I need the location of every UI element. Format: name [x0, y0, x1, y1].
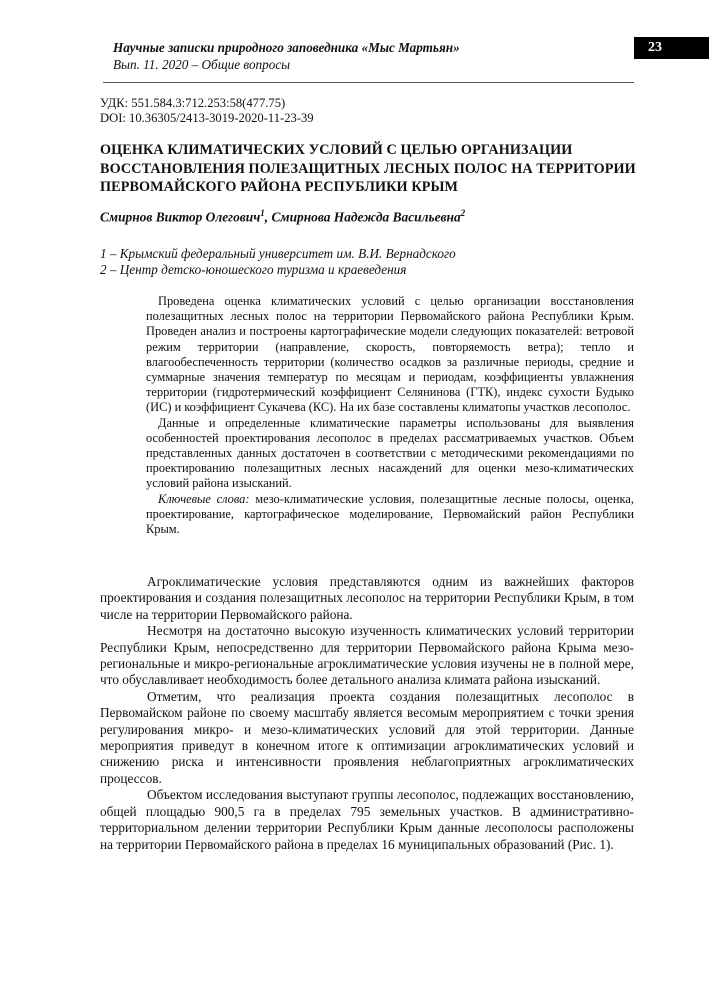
- header-divider: [103, 82, 634, 83]
- body-paragraph: Несмотря на достаточно высокую изученность климатических условий территории Республики Крым, непосредственно для территории Первомайского района Крыма мезо-региональные и микро-региональные агроклиматические условия изучены не в полной мере, что обуславливает необходимость более детального анализа климата района изысканий.: [100, 623, 634, 688]
- affiliation: 2 – Центр детско-юношеского туризма и краеведения: [100, 262, 407, 277]
- abstract-paragraph: Проведена оценка климатических условий с целью организации восстановления полезащитных лесных полос на территории Первомайского района Республики Крым. Проведен анализ и построены картографические модели следующих показателей: ветровой режим территории (направление, скорость, повторяемость ветра); тепло и влагообеспеченность территории (количество осадков за различные периоды, средние и суммарные значения температур по месяцам и периодам, коэффициенты увлажнения территории (гидротермический коэффициент Селянинова (ГТК), индекс сухости Будыко (ИС) и коэффициент Сукачева (КС). На их базе составлены климатопы участков лесополос.: [146, 294, 634, 415]
- body-paragraph: Объектом исследования выступают группы лесополос, подлежащих восстановлению, общей площадью 900,5 га в пределах 795 земельных участков. В административно-территориальном делении территории Республики Крым данные лесополосы расположены на территории Первомайского района в пределах 16 муниципальных образований (Рис. 1).: [100, 787, 634, 852]
- author-affiliation-marker: 2: [460, 208, 466, 218]
- abstract-paragraph: Данные и определенные климатические параметры использованы для выявления особенностей проектирования лесополос в пределах рассматриваемых участков. Объем представленных данных достаточен в соответствии с методическими рекомендациями по проектированию полезащитных лесных насаждений для оценки мезо-климатических условий района изысканий.: [146, 415, 634, 491]
- body-paragraph: Агроклиматические условия представляются одним из важнейших факторов проектирования и создания полезащитных лесополос на территории Республики Крым, в том числе на территории Первомайского района.: [100, 574, 634, 622]
- page-number: 23: [634, 37, 709, 59]
- author-name: Смирнов Виктор Олегович: [100, 209, 261, 225]
- article-body: [100, 574, 634, 853]
- abstract: [146, 294, 634, 537]
- article-title: ОЦЕНКА КЛИМАТИЧЕСКИХ УСЛОВИЙ С ЦЕЛЬЮ ОРГАНИЗАЦИИ ВОССТАНОВЛЕНИЯ ПОЛЕЗАЩИТНЫХ ЛЕСНЫХ ПОЛОС НА ТЕРРИТОРИИ ПЕРВОМАЙСКОГО РАЙОНА РЕСПУБЛИКИ КРЫМ: [100, 142, 636, 195]
- authors: [100, 208, 465, 225]
- journal-title: Научные записки природного заповедника «Мыс Мартьян»: [113, 40, 460, 55]
- keywords: [146, 492, 634, 538]
- doi: DOI: 10.36305/2413-3019-2020-11-23-39: [100, 111, 314, 125]
- keywords-list: мезо-климатические условия, полезащитные лесные полосы, оценка, проектирование, картографическое моделирование, Первомайский район Республики Крым.: [146, 491, 634, 537]
- author-affiliation-marker: 1: [260, 208, 265, 218]
- author-name: Смирнова Надежда Васильевна: [271, 209, 461, 225]
- author-separator: ,: [264, 209, 272, 225]
- body-paragraph: Отметим, что реализация проекта создания полезащитных лесополос в Первомайском районе по своему масштабу является весомым мероприятием с точки зрения регулирования микро- и мезо-климатических условий для этой территории. Данные мероприятия приведут в конечном итоге к оптимизации агроклиматических условий и снижению риска и интенсивности проявления неблагоприятных агроклиматических процессов.: [100, 688, 634, 786]
- affiliation: 1 – Крымский федеральный университет им. В.И. Вернадского: [100, 246, 456, 261]
- journal-issue: Вып. 11. 2020 – Общие вопросы: [113, 57, 291, 72]
- keywords-label: Ключевые слова:: [158, 491, 250, 506]
- udk-code: УДК: 551.584.3:712.253:58(477.75): [100, 96, 286, 110]
